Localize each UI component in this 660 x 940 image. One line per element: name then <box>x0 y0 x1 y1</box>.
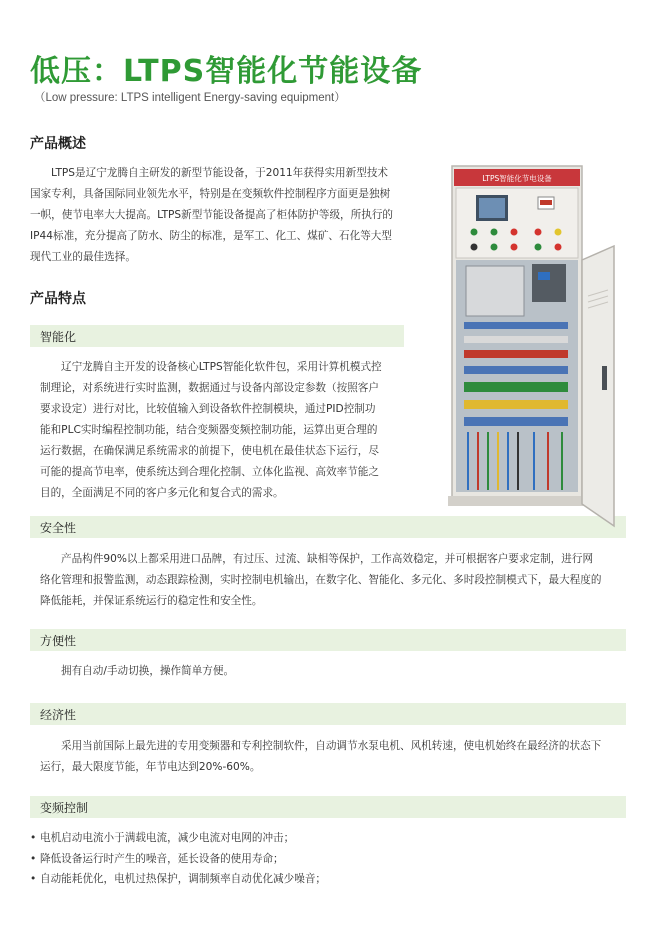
cabinet-door <box>582 246 614 526</box>
list-item-text: 降低设备运行时产生的噪音，延长设备的使用寿命； <box>40 852 284 865</box>
page-subtitle: （Low pressure: LTPS intelligent Energy-saving equipment） <box>34 92 346 104</box>
list-item-text: 电机启动电流小于满载电流，减少电流对电网的冲击； <box>40 832 295 844</box>
economy-text <box>30 736 626 778</box>
terminal-row <box>464 382 568 392</box>
intelligent-line: 可能的提高节电率，使系统达到合理化控制、立体化监视、高效率节能之 <box>40 466 379 478</box>
bullet-icon: • <box>30 873 37 885</box>
meter-display <box>540 200 552 205</box>
section-label-vfd: 变频控制 <box>40 801 89 815</box>
section-label-convenience: 方便性 <box>40 634 77 648</box>
bullet-icon: • <box>30 852 37 865</box>
door-handle <box>602 366 607 390</box>
inverter-unit <box>466 266 524 316</box>
intelligent-line: 能和PLC实时编程控制功能，结合变频器变频控制功能，运算出更合理的 <box>40 424 378 436</box>
intelligent-line: 目的，全面满足不同的客户多元化和复合式的需求。 <box>40 487 284 499</box>
convenience-line: 拥有自动/手动切换，操作简单方便。 <box>61 665 235 677</box>
terminal-row <box>464 366 568 374</box>
economy-line: 运行，最大限度节能，年节电达到20%-60%。 <box>40 761 261 773</box>
vfd-bullet-list <box>30 828 326 890</box>
cabinet-base <box>448 496 586 506</box>
hmi-screen <box>479 198 505 218</box>
bullet-icon: • <box>30 832 37 844</box>
intelligent-line: 运行数据，在确保满足系统需求的前提下，使电机在最佳状态下运行，尽 <box>40 445 379 457</box>
terminal-row <box>464 336 568 343</box>
list-item <box>30 849 326 870</box>
section-bar-vfd <box>30 796 626 818</box>
safety-line: 降低能耗，并保证系统运行的稳定性和安全性。 <box>40 595 263 607</box>
overview-line: LTPS是辽宁龙腾自主研发的新型节能设备，于2011年获得实用新型技术 <box>51 167 389 179</box>
section-bar-intelligent <box>30 325 404 347</box>
section-bar-convenience <box>30 629 626 651</box>
terminal-row <box>464 400 568 409</box>
indicator-lamp-icon <box>535 229 542 236</box>
terminal-row <box>464 322 568 329</box>
intelligent-line: 辽宁龙腾自主开发的设备核心LTPS智能化软件包，采用计算机模式控 <box>61 361 382 373</box>
list-item <box>30 869 326 890</box>
indicator-lamp-icon <box>535 244 542 251</box>
section-label-economy: 经济性 <box>40 708 77 722</box>
economy-line: 采用当前国际上最先进的专用变频器和专利控制软件，自动调节水泵电机、风机转速，使电机始终在最经济的状态下 <box>61 740 602 752</box>
overview-line: 国家专利，具备国际同业领先水平，特别是在变频软件控制程序方面更是独树 <box>30 188 391 200</box>
overview-heading: 产品概述 <box>30 136 86 152</box>
cabinet-photo <box>438 160 624 532</box>
indicator-lamp-icon <box>471 229 478 236</box>
indicator-lamp-icon <box>511 229 518 236</box>
terminal-row <box>464 350 568 358</box>
safety-line: 络化管理和报警监测，动态跟踪检测，实时控制电机输出，在数字化、智能化、多元化、多时段控制模式下，最大程度的 <box>40 574 602 586</box>
safety-text <box>30 549 626 612</box>
indicator-lamp-icon <box>555 229 562 236</box>
convenience-text <box>30 661 626 682</box>
panel-label: LTPS智能化节电设备 <box>482 174 552 183</box>
indicator-lamp-icon <box>511 244 518 251</box>
breaker-label <box>538 272 550 280</box>
safety-line: 产品构件90%以上都采用进口品牌，有过压、过流、缺相等保护，工作高效稳定，并可根据客户要求定制，进行网 <box>61 553 594 565</box>
page-title: 低压：LTPS智能化节能设备 <box>30 54 423 89</box>
overview-line: 一帜，使节电率大大提高。LTPS新型节能设备提高了柜体防护等级，所执行的 <box>30 209 394 221</box>
overview-text <box>30 163 430 268</box>
section-bar-economy <box>30 703 626 725</box>
breaker-box <box>532 264 566 302</box>
list-item <box>30 828 326 849</box>
list-item-text: 自动能耗优化，电机过热保护，调制频率自动优化减少噪音； <box>40 873 327 885</box>
intelligent-line: 要求设定）进行对比，比较值输入到设备软件控制模块，通过PID控制功 <box>40 403 376 415</box>
features-heading: 产品特点 <box>30 291 86 307</box>
overview-line: IP44标准，充分提高了防水、防尘的标准，是军工、化工、煤矿、石化等大型 <box>30 230 392 242</box>
terminal-row <box>464 417 568 426</box>
intelligent-text <box>30 357 430 504</box>
indicator-lamp-icon <box>491 229 498 236</box>
section-label-safety: 安全性 <box>40 521 77 535</box>
switch-knob-icon <box>471 244 478 251</box>
indicator-lamp-icon <box>491 244 498 251</box>
overview-line: 现代工业的最佳选择。 <box>30 251 136 263</box>
section-label-intelligent: 智能化 <box>40 330 77 344</box>
intelligent-line: 制理论，对系统进行实时监测，数据通过与设备内部设定参数（按照客户 <box>40 382 379 394</box>
indicator-lamp-icon <box>555 244 562 251</box>
